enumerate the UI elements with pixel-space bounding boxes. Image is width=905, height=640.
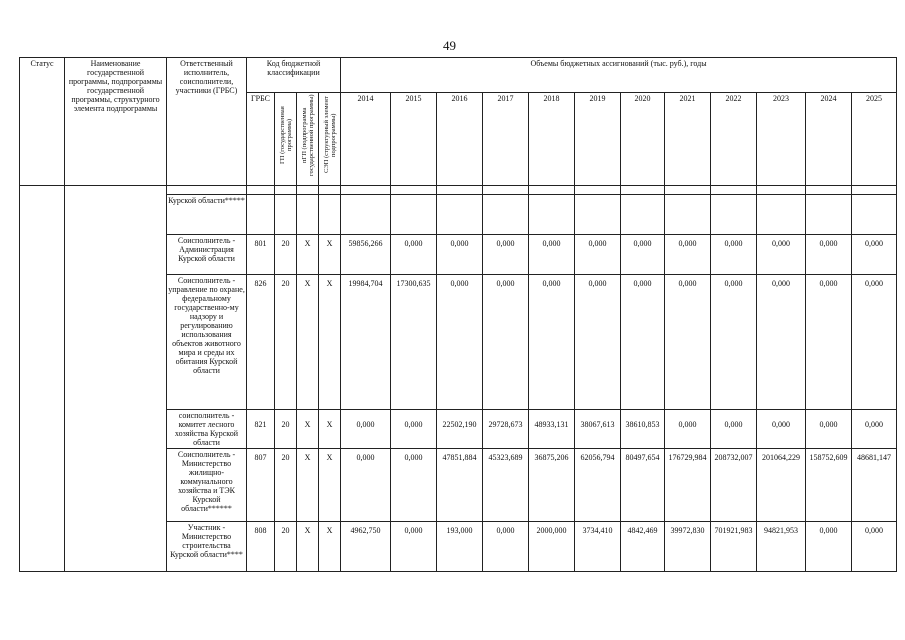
header-year: 2021	[665, 93, 711, 186]
header-year: 2022	[711, 93, 757, 186]
value-cell: 158752,609	[806, 449, 852, 521]
blank-cell	[437, 186, 483, 194]
header-code-sep-label: СЭП (структурный элемент подпрограммы)	[322, 96, 337, 174]
code-cell: Х	[297, 449, 319, 521]
value-cell: 0,000	[757, 274, 806, 410]
header-year: 2024	[806, 93, 852, 186]
blank-cell	[621, 186, 665, 194]
value-cell	[621, 194, 665, 234]
header-budget-code: Код бюджетной классификации	[247, 58, 341, 93]
value-cell: 0,000	[437, 274, 483, 410]
value-cell: 0,000	[757, 234, 806, 274]
executor-cell: Участник - Министерство строительства Курской области****	[167, 521, 247, 571]
blank-cell	[711, 186, 757, 194]
header-year: 2025	[852, 93, 897, 186]
value-cell: 0,000	[575, 234, 621, 274]
value-cell: 0,000	[529, 234, 575, 274]
header-year: 2016	[437, 93, 483, 186]
blank-cell	[529, 186, 575, 194]
header-year: 2023	[757, 93, 806, 186]
value-cell: 36875,206	[529, 449, 575, 521]
code-cell: Х	[319, 410, 341, 449]
value-cell: 0,000	[806, 274, 852, 410]
header-code-grbs: ГРБС	[247, 93, 275, 186]
value-cell: 19984,704	[341, 274, 391, 410]
header-code-sep	[319, 93, 341, 186]
blank-cell	[852, 186, 897, 194]
code-cell	[297, 194, 319, 234]
value-cell: 3734,410	[575, 521, 621, 571]
value-cell: 94821,953	[757, 521, 806, 571]
code-cell: Х	[297, 410, 319, 449]
value-cell: 0,000	[483, 521, 529, 571]
value-cell: 0,000	[483, 274, 529, 410]
value-cell: 0,000	[391, 410, 437, 449]
value-cell: 193,000	[437, 521, 483, 571]
code-cell: 20	[275, 410, 297, 449]
code-cell: Х	[319, 234, 341, 274]
name-cell	[65, 186, 167, 572]
value-cell: 47851,884	[437, 449, 483, 521]
blank-cell	[806, 186, 852, 194]
code-cell: Х	[319, 521, 341, 571]
value-cell	[757, 194, 806, 234]
code-cell: 20	[275, 274, 297, 410]
value-cell: 29728,673	[483, 410, 529, 449]
code-cell: Х	[297, 274, 319, 410]
value-cell: 39972,830	[665, 521, 711, 571]
blank-cell	[297, 186, 319, 194]
blank-cell	[319, 186, 341, 194]
page-number: 49	[443, 38, 456, 53]
value-cell	[665, 194, 711, 234]
value-cell: 4962,750	[341, 521, 391, 571]
value-cell: 0,000	[806, 234, 852, 274]
executor-cell: Соисполнитель - управление по охране, федеральному государственно-му надзору и регулированию использования объектов животного мира и среды их обитания Курской области	[167, 274, 247, 410]
code-cell: Х	[297, 234, 319, 274]
header-name: Наименование государственной программы, подпрограммы государственной программы, структурного элемента подпрограммы	[65, 58, 167, 186]
executor-cell: Курской области*****	[167, 194, 247, 234]
value-cell	[575, 194, 621, 234]
blank-cell	[575, 186, 621, 194]
value-cell: 0,000	[621, 234, 665, 274]
value-cell: 45323,689	[483, 449, 529, 521]
executor-cell: Соисполнитель - Министерство жилищно-коммунального хозяйства и ТЭК Курской области******	[167, 449, 247, 521]
value-cell: 0,000	[391, 449, 437, 521]
code-cell: 20	[275, 449, 297, 521]
header-executor: Ответственный исполнитель, соисполнители, участники (ГРБС)	[167, 58, 247, 186]
value-cell: 208732,007	[711, 449, 757, 521]
value-cell: 0,000	[665, 274, 711, 410]
value-cell	[529, 194, 575, 234]
value-cell: 0,000	[711, 274, 757, 410]
blank-cell	[167, 186, 247, 194]
code-cell: 807	[247, 449, 275, 521]
value-cell: 0,000	[621, 274, 665, 410]
value-cell	[437, 194, 483, 234]
value-cell: 0,000	[529, 274, 575, 410]
value-cell: 0,000	[806, 521, 852, 571]
value-cell: 38067,613	[575, 410, 621, 449]
value-cell: 0,000	[341, 449, 391, 521]
blank-cell	[665, 186, 711, 194]
header-year: 2015	[391, 93, 437, 186]
value-cell: 0,000	[437, 234, 483, 274]
code-cell: 20	[275, 521, 297, 571]
blank-cell	[275, 186, 297, 194]
blank-cell	[483, 186, 529, 194]
value-cell: 48933,131	[529, 410, 575, 449]
code-cell: 821	[247, 410, 275, 449]
code-cell: Х	[319, 274, 341, 410]
executor-cell: Соисполнитель - Администрация Курской области	[167, 234, 247, 274]
value-cell	[711, 194, 757, 234]
value-cell: 0,000	[665, 234, 711, 274]
header-budget-volumes: Объемы бюджетных ассигнований (тыс. руб.), годы	[341, 58, 897, 93]
value-cell: 0,000	[852, 521, 897, 571]
value-cell: 0,000	[665, 410, 711, 449]
value-cell: 0,000	[391, 521, 437, 571]
header-year: 2018	[529, 93, 575, 186]
header-code-gp	[275, 93, 297, 186]
value-cell: 0,000	[711, 234, 757, 274]
value-cell: 0,000	[341, 410, 391, 449]
value-cell: 17300,635	[391, 274, 437, 410]
header-year: 2014	[341, 93, 391, 186]
value-cell: 38610,853	[621, 410, 665, 449]
value-cell: 0,000	[711, 410, 757, 449]
value-cell: 4842,469	[621, 521, 665, 571]
code-cell: Х	[319, 449, 341, 521]
value-cell: 0,000	[757, 410, 806, 449]
budget-table	[19, 57, 897, 572]
value-cell: 0,000	[852, 410, 897, 449]
code-cell: Х	[297, 521, 319, 571]
header-year: 2020	[621, 93, 665, 186]
executor-cell: соисполнитель - комитет лесного хозяйства Курской области	[167, 410, 247, 449]
value-cell: 701921,983	[711, 521, 757, 571]
value-cell	[341, 194, 391, 234]
value-cell: 201064,229	[757, 449, 806, 521]
value-cell	[483, 194, 529, 234]
code-cell	[319, 194, 341, 234]
value-cell: 48681,147	[852, 449, 897, 521]
code-cell	[275, 194, 297, 234]
value-cell: 62056,794	[575, 449, 621, 521]
code-cell: 826	[247, 274, 275, 410]
value-cell: 0,000	[852, 274, 897, 410]
header-code-pgp	[297, 93, 319, 186]
blank-cell	[391, 186, 437, 194]
value-cell: 59856,266	[341, 234, 391, 274]
value-cell: 0,000	[391, 234, 437, 274]
header-code-pgp-label: пГП (подпрограмма государственной программы)	[300, 94, 315, 176]
value-cell: 0,000	[852, 234, 897, 274]
value-cell: 2000,000	[529, 521, 575, 571]
blank-cell	[757, 186, 806, 194]
header-code-gp-label: ГП (государственная программа)	[278, 106, 293, 164]
value-cell: 22502,190	[437, 410, 483, 449]
blank-cell	[247, 186, 275, 194]
code-cell: 808	[247, 521, 275, 571]
code-cell: 20	[275, 234, 297, 274]
header-status: Статус	[20, 58, 65, 186]
value-cell	[852, 194, 897, 234]
blank-cell	[341, 186, 391, 194]
value-cell: 176729,984	[665, 449, 711, 521]
value-cell: 0,000	[806, 410, 852, 449]
header-year: 2017	[483, 93, 529, 186]
value-cell	[806, 194, 852, 234]
value-cell	[391, 194, 437, 234]
code-cell: 801	[247, 234, 275, 274]
value-cell: 0,000	[483, 234, 529, 274]
status-cell	[20, 186, 65, 572]
value-cell: 80497,654	[621, 449, 665, 521]
value-cell: 0,000	[575, 274, 621, 410]
code-cell	[247, 194, 275, 234]
header-year: 2019	[575, 93, 621, 186]
